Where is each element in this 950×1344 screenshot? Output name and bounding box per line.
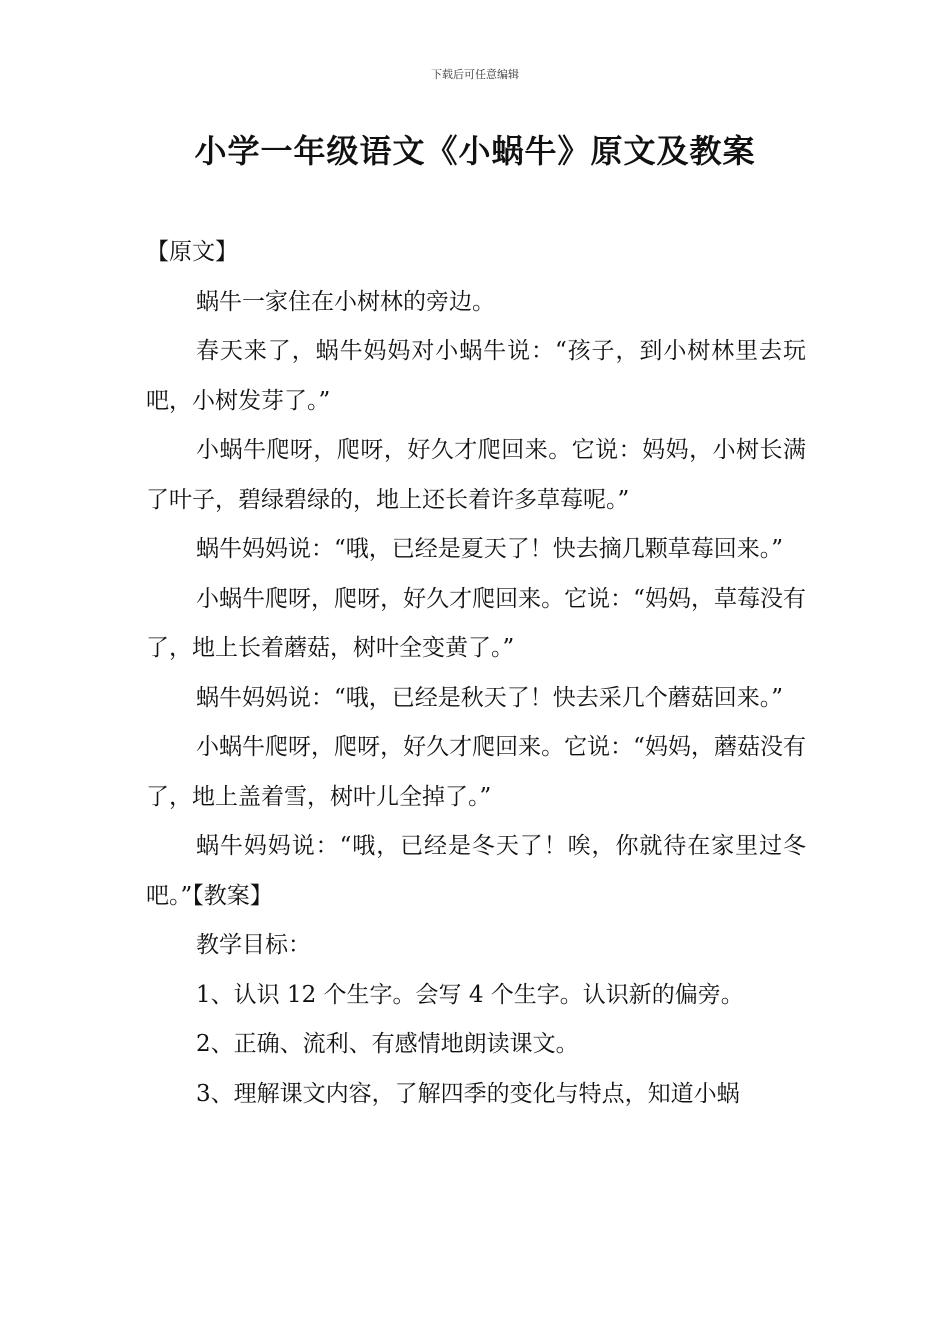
header-note: 下载后可任意编辑 [431,68,519,81]
document-body [146,228,806,1119]
paragraph: 小蜗牛爬呀，爬呀，好久才爬回来。它说：“妈妈，蘑菇没有了，地上盖着雪，树叶儿全掉了。” [146,734,806,810]
goal-item: 1、认识 12 个生字。会写 4 个生字。认识新的偏旁。 [196,981,744,1008]
paragraph: 蜗牛一家住在小树林的旁边。 [196,288,495,315]
paragraph: 春天来了，蜗牛妈妈对小蜗牛说：“孩子，到小树林里去玩吧，小树发芽了。” [146,338,806,414]
goal-item: 3、理解课文内容，了解四季的变化与特点，知道小蜗 [196,1080,740,1107]
teaching-goals-label: 教学目标： [196,932,311,958]
goal-item: 2、正确、流利、有感情地朗读课文。 [196,1031,579,1057]
paragraph: 蜗牛妈妈说：“哦，已经是冬天了！唉，你就待在家里过冬吧。”【教案】 [146,833,806,909]
paragraph: 小蜗牛爬呀，爬呀，好久才爬回来。它说：“妈妈，草莓没有了，地上长着蘑菇，树叶全变黄了。” [146,585,806,661]
section-heading-original: 【原文】 [146,239,238,265]
document-title: 小学一年级语文《小蜗牛》原文及教案 [194,132,756,170]
paragraph: 小蜗牛爬呀，爬呀，好久才爬回来。它说：妈妈，小树长满了叶子，碧绿碧绿的，地上还长着许多草莓呢。” [146,437,806,513]
paragraph: 蜗牛妈妈说：“哦，已经是秋天了！快去采几个蘑菇回来。” [196,684,784,711]
paragraph: 蜗牛妈妈说：“哦，已经是夏天了！快去摘几颗草莓回来。” [196,536,784,562]
